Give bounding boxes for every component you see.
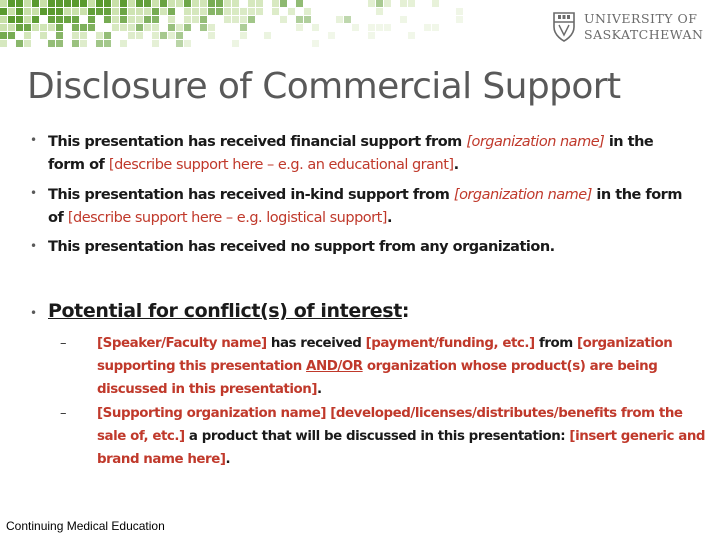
placeholder-speaker-name: [Speaker/Faculty name] xyxy=(97,336,267,351)
mosaic-tile xyxy=(336,16,343,23)
mosaic-tile xyxy=(8,32,15,39)
mosaic-tile xyxy=(96,8,103,15)
mosaic-tile xyxy=(104,32,111,39)
bullet-text: . xyxy=(386,210,392,226)
placeholder-support-description: [describe support here – e.g. an educational grant] xyxy=(108,157,454,173)
mosaic-tile xyxy=(152,32,159,39)
mosaic-tile xyxy=(176,0,183,7)
mosaic-tile xyxy=(32,24,39,31)
bullet-no-support xyxy=(48,236,688,259)
mosaic-tile xyxy=(128,16,135,23)
mosaic-tile xyxy=(160,8,167,15)
mosaic-tile xyxy=(24,8,31,15)
mosaic-tile xyxy=(224,8,231,15)
mosaic-tile xyxy=(72,0,79,7)
mosaic-tile xyxy=(24,16,31,23)
mosaic-tile xyxy=(80,40,87,47)
mosaic-tile xyxy=(104,16,111,23)
mosaic-tile xyxy=(152,8,159,15)
mosaic-tile xyxy=(312,40,319,47)
mosaic-tile xyxy=(96,40,103,47)
bullet-text: in the form of xyxy=(48,187,682,226)
sub-item-supporting-organization xyxy=(97,402,707,471)
mosaic-tile xyxy=(200,8,207,15)
mosaic-tile xyxy=(240,24,247,31)
mosaic-tile xyxy=(176,24,183,31)
university-crest-icon xyxy=(552,11,576,43)
mosaic-tile xyxy=(160,0,167,7)
mosaic-tile xyxy=(32,16,39,23)
mosaic-tile xyxy=(256,0,263,7)
mosaic-tile xyxy=(72,8,79,15)
mosaic-tile xyxy=(48,24,55,31)
placeholder-and-or: AND/OR xyxy=(306,359,363,374)
mosaic-tile xyxy=(200,0,207,7)
mosaic-tile xyxy=(216,8,223,15)
mosaic-tile xyxy=(16,24,23,31)
mosaic-tile xyxy=(16,8,23,15)
mosaic-tile xyxy=(80,8,87,15)
mosaic-tile xyxy=(456,16,463,23)
mosaic-tile xyxy=(408,0,415,7)
mosaic-tile xyxy=(104,0,111,7)
mosaic-tile xyxy=(120,8,127,15)
mosaic-tile xyxy=(184,8,191,15)
mosaic-tile xyxy=(288,8,295,15)
mosaic-tile xyxy=(104,40,111,47)
footer-label: Continuing Medical Education xyxy=(6,519,165,533)
mosaic-tile xyxy=(272,0,279,7)
mosaic-tile xyxy=(8,16,15,23)
mosaic-tile xyxy=(296,24,303,31)
mosaic-tile xyxy=(128,0,135,7)
mosaic-tile xyxy=(168,0,175,7)
mosaic-tile xyxy=(24,0,31,7)
conflict-colon: : xyxy=(401,300,410,322)
mosaic-tile xyxy=(120,16,127,23)
mosaic-tile xyxy=(208,0,215,7)
mosaic-tile xyxy=(136,24,143,31)
mosaic-tile xyxy=(88,0,95,7)
placeholder-organization: [organization supporting this presentation xyxy=(97,336,673,374)
mosaic-tile xyxy=(40,32,47,39)
mosaic-tile xyxy=(80,32,87,39)
mosaic-tile xyxy=(192,0,199,7)
logo-university-of: UNIVERSITY OF xyxy=(584,11,698,26)
mosaic-tile xyxy=(208,32,215,39)
mosaic-tile xyxy=(104,8,111,15)
mosaic-tile xyxy=(56,32,63,39)
mosaic-tile xyxy=(176,40,183,47)
mosaic-tile xyxy=(56,24,63,31)
mosaic-tile xyxy=(232,16,239,23)
bullet-dot: • xyxy=(30,306,38,320)
mosaic-tile xyxy=(120,24,127,31)
mosaic-tile xyxy=(24,40,31,47)
mosaic-tile xyxy=(96,0,103,7)
mosaic-tile xyxy=(8,0,15,7)
mosaic-tile xyxy=(216,0,223,7)
mosaic-tile xyxy=(88,8,95,15)
mosaic-tile xyxy=(312,24,319,31)
mosaic-tile xyxy=(200,16,207,23)
mosaic-tile xyxy=(152,24,159,31)
mosaic-tile xyxy=(128,32,135,39)
mosaic-tile xyxy=(0,0,7,7)
mosaic-tile xyxy=(112,16,119,23)
mosaic-tile xyxy=(144,0,151,7)
mosaic-tile xyxy=(112,8,119,15)
mosaic-tile xyxy=(240,16,247,23)
mosaic-tile xyxy=(80,24,87,31)
mosaic-tile xyxy=(248,16,255,23)
mosaic-tile xyxy=(232,0,239,7)
mosaic-tile xyxy=(152,40,159,47)
mosaic-tile xyxy=(352,24,359,31)
mosaic-tile xyxy=(232,40,239,47)
mosaic-tile xyxy=(232,8,239,15)
mosaic-tile xyxy=(144,16,151,23)
mosaic-tile xyxy=(56,8,63,15)
mosaic-tile xyxy=(224,0,231,7)
mosaic-tile xyxy=(168,16,175,23)
mosaic-tile xyxy=(0,8,7,15)
mosaic-tile xyxy=(80,0,87,7)
mosaic-tile xyxy=(0,24,7,31)
bullet-text: in the form of xyxy=(48,134,654,173)
mosaic-tile xyxy=(376,8,383,15)
mosaic-tile xyxy=(296,16,303,23)
mosaic-tile xyxy=(32,0,39,7)
conflict-label: Potential for conflict(s) of interest xyxy=(48,300,402,322)
mosaic-tile xyxy=(128,8,135,15)
mosaic-tile xyxy=(64,0,71,7)
mosaic-tile xyxy=(184,40,191,47)
mosaic-tile xyxy=(344,16,351,23)
mosaic-tile xyxy=(408,32,415,39)
bullet-dot: • xyxy=(30,186,38,200)
mosaic-tile xyxy=(184,16,191,23)
bullet-dot: • xyxy=(30,239,38,253)
sub-text: . xyxy=(317,382,322,397)
bullet-dot: • xyxy=(30,133,38,147)
mosaic-tile xyxy=(128,24,135,31)
mosaic-tile xyxy=(208,24,215,31)
mosaic-tile xyxy=(328,32,335,39)
mosaic-tile xyxy=(304,8,311,15)
mosaic-tile xyxy=(48,16,55,23)
mosaic-tile xyxy=(168,24,175,31)
sub-item-speaker-payment xyxy=(97,332,707,401)
mosaic-tile xyxy=(376,24,383,31)
sub-text: . xyxy=(225,452,231,467)
mosaic-tile xyxy=(72,16,79,23)
mosaic-tile xyxy=(432,0,439,7)
mosaic-tile xyxy=(72,40,79,47)
bullet-text: This presentation has received in-kind support from xyxy=(48,187,454,203)
bullet-text: This presentation has received no support from any organization. xyxy=(48,239,555,255)
mosaic-tile xyxy=(40,8,47,15)
mosaic-tile xyxy=(296,0,303,7)
mosaic-tile xyxy=(192,8,199,15)
mosaic-tile xyxy=(144,24,151,31)
mosaic-tile xyxy=(0,40,7,47)
mosaic-tile xyxy=(40,24,47,31)
placeholder-supporting-organization: [Supporting organization name] [developed/licenses/distributes/benefits from the sale of, etc.] xyxy=(97,406,683,444)
mosaic-tile xyxy=(168,8,175,15)
mosaic-tile xyxy=(48,8,55,15)
sub-text: has received xyxy=(266,336,366,351)
mosaic-tile xyxy=(16,40,23,47)
placeholder-organization-name: [organization name] xyxy=(453,187,592,203)
placeholder-support-description: [describe support here – e.g. logistical support] xyxy=(67,210,387,226)
mosaic-tile xyxy=(200,24,207,31)
placeholder-payment: [payment/funding, etc.] xyxy=(365,336,535,351)
mosaic-tile xyxy=(400,16,407,23)
mosaic-tile xyxy=(72,32,79,39)
mosaic-tile xyxy=(64,16,71,23)
dash-marker: – xyxy=(60,336,67,351)
logo-saskatchewan: SASKATCHEWAN xyxy=(584,27,704,42)
mosaic-tile xyxy=(72,24,79,31)
mosaic-tile xyxy=(16,0,23,7)
mosaic-tile xyxy=(56,40,63,47)
mosaic-tile xyxy=(120,0,127,7)
mosaic-tile xyxy=(192,16,199,23)
mosaic-tile xyxy=(248,8,255,15)
mosaic-tile xyxy=(376,0,383,7)
bullet-text: This presentation has received financial support from xyxy=(48,134,467,150)
mosaic-tile xyxy=(16,16,23,23)
mosaic-tile xyxy=(56,0,63,7)
mosaic-tile xyxy=(208,8,215,15)
mosaic-tile xyxy=(224,16,231,23)
slide-title: Disclosure of Commercial Support xyxy=(27,66,621,107)
green-mosaic-banner xyxy=(0,0,470,48)
mosaic-tile xyxy=(24,32,31,39)
mosaic-tile xyxy=(112,0,119,7)
mosaic-tile xyxy=(40,0,47,7)
mosaic-tile xyxy=(56,16,63,23)
mosaic-tile xyxy=(136,32,143,39)
mosaic-tile xyxy=(400,0,407,7)
mosaic-tile xyxy=(240,8,247,15)
mosaic-tile xyxy=(304,16,311,23)
mosaic-tile xyxy=(136,0,143,7)
mosaic-tile xyxy=(368,0,375,7)
placeholder-brand-name: [insert generic and brand name here] xyxy=(97,429,706,467)
sub-text: a product that will be discussed in this presentation: xyxy=(184,429,570,444)
mosaic-tile xyxy=(120,40,127,47)
university-logo xyxy=(552,8,712,48)
mosaic-tile xyxy=(424,24,431,31)
bullet-in-kind-support xyxy=(48,184,688,230)
mosaic-tile xyxy=(240,32,247,39)
sub-text: from xyxy=(534,336,577,351)
mosaic-tile xyxy=(280,0,287,7)
mosaic-tile xyxy=(144,8,151,15)
dash-marker: – xyxy=(60,406,67,421)
mosaic-tile xyxy=(152,0,159,7)
bullet-financial-support xyxy=(48,131,688,177)
mosaic-tile xyxy=(256,8,263,15)
mosaic-tile xyxy=(264,32,271,39)
mosaic-tile xyxy=(48,40,55,47)
mosaic-tile xyxy=(176,32,183,39)
mosaic-tile xyxy=(432,24,439,31)
mosaic-tile xyxy=(64,8,71,15)
mosaic-tile xyxy=(152,16,159,23)
mosaic-tile xyxy=(88,24,95,31)
mosaic-tile xyxy=(24,24,31,31)
mosaic-tile xyxy=(384,0,391,7)
mosaic-tile xyxy=(280,16,287,23)
conflict-of-interest-heading xyxy=(48,300,409,322)
mosaic-tile xyxy=(112,24,119,31)
mosaic-tile xyxy=(88,16,95,23)
mosaic-tile xyxy=(168,32,175,39)
placeholder-organization-product: organization whose product(s) are being discussed in this presentation] xyxy=(97,359,658,397)
mosaic-tile xyxy=(0,16,7,23)
mosaic-tile xyxy=(184,24,191,31)
mosaic-tile xyxy=(136,16,143,23)
mosaic-tile xyxy=(248,0,255,7)
mosaic-tile xyxy=(160,32,167,39)
bullet-text: . xyxy=(453,157,459,173)
mosaic-tile xyxy=(368,32,375,39)
mosaic-tile xyxy=(272,8,279,15)
mosaic-tile xyxy=(8,24,15,31)
mosaic-tile xyxy=(136,8,143,15)
placeholder-organization-name: [organization name] xyxy=(466,134,605,150)
mosaic-tile xyxy=(96,32,103,39)
mosaic-tile xyxy=(0,32,7,39)
mosaic-tile xyxy=(368,24,375,31)
mosaic-tile xyxy=(184,0,191,7)
mosaic-tile xyxy=(456,8,463,15)
mosaic-tile xyxy=(8,8,15,15)
mosaic-tile xyxy=(384,24,391,31)
mosaic-tile xyxy=(32,8,39,15)
mosaic-tile xyxy=(48,0,55,7)
